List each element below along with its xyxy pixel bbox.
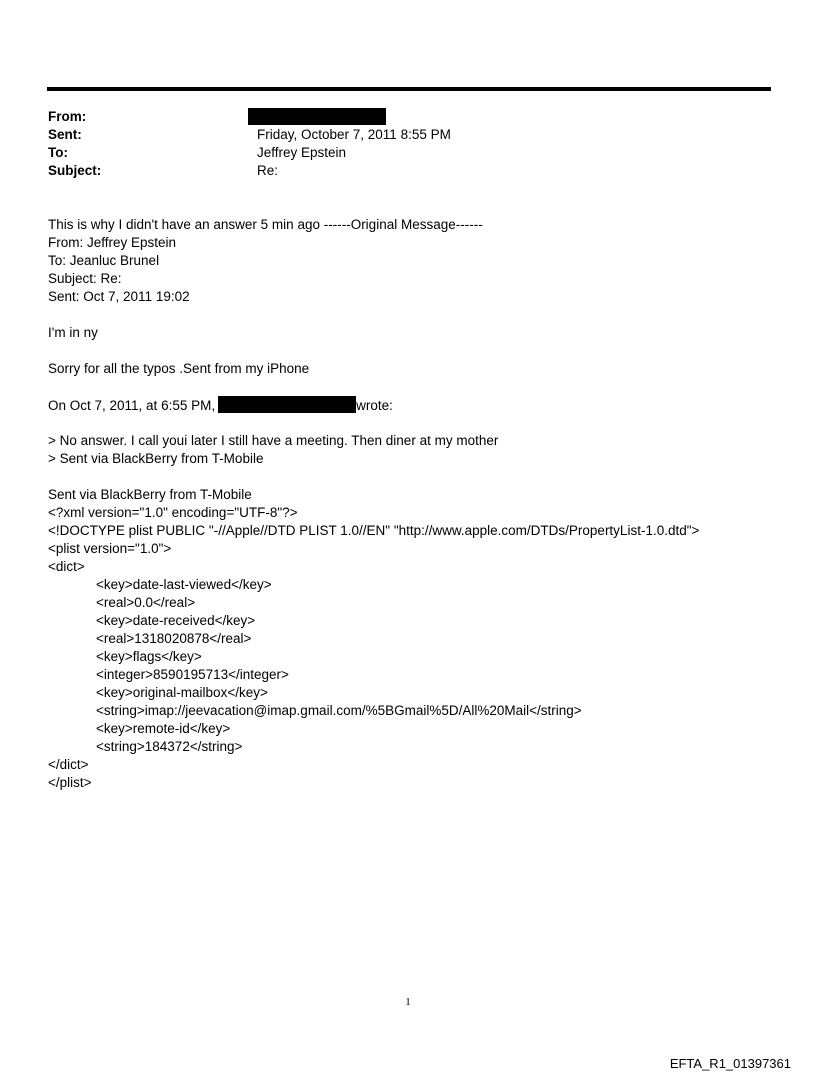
header-sent-row xyxy=(48,126,748,144)
email-body xyxy=(48,216,788,792)
header-to-row xyxy=(48,144,748,162)
xml-line: <!DOCTYPE plist PUBLIC "-//Apple//DTD PLIST 1.0//EN" "http://www.apple.com/DTDs/PropertyList-1.0.dtd"> xyxy=(48,523,700,538)
xml-line: <dict> xyxy=(48,559,85,574)
redaction-bar xyxy=(248,108,386,125)
sent-label: Sent: xyxy=(48,127,82,142)
to-label: To: xyxy=(48,145,68,160)
body-line: This is why I didn't have an answer 5 min ago ------Original Message------ xyxy=(48,217,483,232)
body-line: Sorry for all the typos .Sent from my iPhone xyxy=(48,361,310,376)
header-subject-row xyxy=(48,162,748,180)
xml-line: <key>remote-id</key> xyxy=(96,721,231,736)
body-line: Sent: Oct 7, 2011 19:02 xyxy=(48,289,190,304)
quoted-intro-prefix: On Oct 7, 2011, at 6:55 PM, xyxy=(48,398,216,413)
quoted-intro-suffix: wrote: xyxy=(356,398,393,413)
xml-line: <string>184372</string> xyxy=(96,739,243,754)
body-line: Sent via BlackBerry from T-Mobile xyxy=(48,487,252,502)
quoted-line: > No answer. I call youi later I still have a meeting. Then diner at my mother xyxy=(48,433,499,448)
spacer xyxy=(48,378,788,396)
top-rule xyxy=(47,87,771,91)
spacer xyxy=(48,414,788,432)
xml-line: <integer>8590195713</integer> xyxy=(96,667,289,682)
subject-value: Re: xyxy=(257,163,279,178)
xml-line: <string>imap://jeevacation@imap.gmail.com/%5BGmail%5D/All%20Mail</string> xyxy=(96,703,582,718)
xml-line: <real>0.0</real> xyxy=(96,595,196,610)
from-label: From: xyxy=(48,109,87,124)
subject-label: Subject: xyxy=(48,163,102,178)
xml-line: </plist> xyxy=(48,775,92,790)
xml-line: <?xml version="1.0" encoding="UTF-8"?> xyxy=(48,505,298,520)
to-value: Jeffrey Epstein xyxy=(257,145,347,160)
header-from-row xyxy=(48,108,748,126)
quoted-line: > Sent via BlackBerry from T-Mobile xyxy=(48,451,264,466)
xml-line: <key>date-received</key> xyxy=(96,613,256,628)
spacer xyxy=(48,306,788,324)
email-header xyxy=(48,108,748,180)
xml-line: <real>1318020878</real> xyxy=(96,631,252,646)
quoted-intro-line xyxy=(48,396,788,414)
xml-line: <plist version="1.0"> xyxy=(48,541,172,556)
body-line: I'm in ny xyxy=(48,325,98,340)
body-line: From: Jeffrey Epstein xyxy=(48,235,177,250)
redaction-bar xyxy=(218,396,356,413)
document-id: EFTA_R1_01397361 xyxy=(669,1056,791,1071)
xml-line: <key>original-mailbox</key> xyxy=(96,685,268,700)
xml-line: <key>date-last-viewed</key> xyxy=(96,577,272,592)
body-line: Subject: Re: xyxy=(48,271,122,286)
xml-line: </dict> xyxy=(48,757,89,772)
spacer xyxy=(48,342,788,360)
page-number: 1 xyxy=(405,996,411,1008)
spacer xyxy=(48,468,788,486)
xml-line: <key>flags</key> xyxy=(96,649,202,664)
body-line: To: Jeanluc Brunel xyxy=(48,253,160,268)
sent-value: Friday, October 7, 2011 8:55 PM xyxy=(257,127,451,142)
